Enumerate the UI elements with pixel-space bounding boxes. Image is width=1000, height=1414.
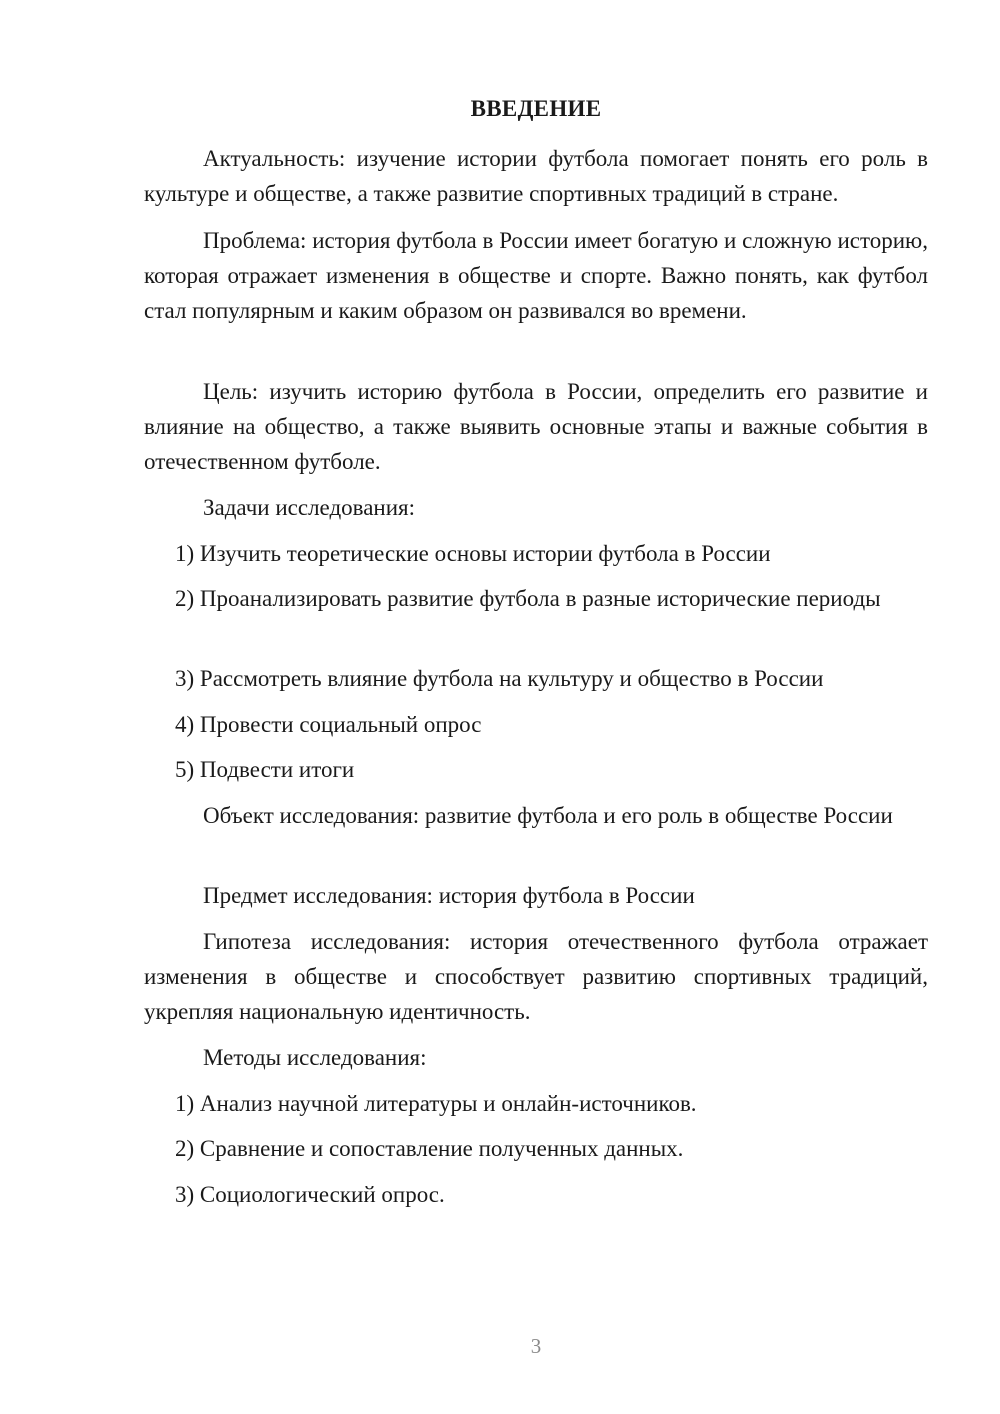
- goal-paragraph: Цель: изучить историю футбола в России, определить его развитие и влияние на общество, а также выявить основные этапы и важные события в отечественном футболе.: [144, 379, 928, 474]
- task-item: 3) Рассмотреть влияние футбола на культуру и общество в России: [175, 666, 824, 691]
- task-item: 1) Изучить теоретические основы истории футбола в России: [175, 541, 771, 566]
- object-paragraph: Объект исследования: развитие футбола и его роль в обществе России: [203, 803, 893, 828]
- section-heading: ВВЕДЕНИЕ: [470, 96, 602, 121]
- tasks-heading: Задачи исследования:: [203, 495, 416, 520]
- page-number: 3: [530, 1334, 542, 1358]
- problem-paragraph: Проблема: история футбола в России имеет богатую и сложную историю, которая отражает изменения в обществе и спорте. Важно понять, как футбол стал популярным и каким образом он развивался во времени.: [144, 228, 928, 323]
- task-item: 5) Подвести итоги: [175, 757, 355, 782]
- hypothesis-paragraph: Гипотеза исследования: история отечественного футбола отражает изменения в обществе и способствует развитию спортивных традиций, укрепляя национальную идентичность.: [144, 929, 928, 1024]
- task-item: 2) Проанализировать развитие футбола в разные исторические периоды: [175, 586, 881, 611]
- method-item: 1) Анализ научной литературы и онлайн-источников.: [175, 1091, 697, 1116]
- task-item: 4) Провести социальный опрос: [175, 712, 482, 737]
- methods-heading: Методы исследования:: [203, 1045, 427, 1070]
- subject-paragraph: Предмет исследования: история футбола в России: [203, 883, 695, 908]
- relevance-paragraph: Актуальность: изучение истории футбола помогает понять его роль в культуре и обществе, а также развитие спортивных традиций в стране.: [144, 146, 928, 206]
- method-item: 2) Сравнение и сопоставление полученных данных.: [175, 1136, 684, 1161]
- method-item: 3) Социологический опрос.: [175, 1182, 445, 1207]
